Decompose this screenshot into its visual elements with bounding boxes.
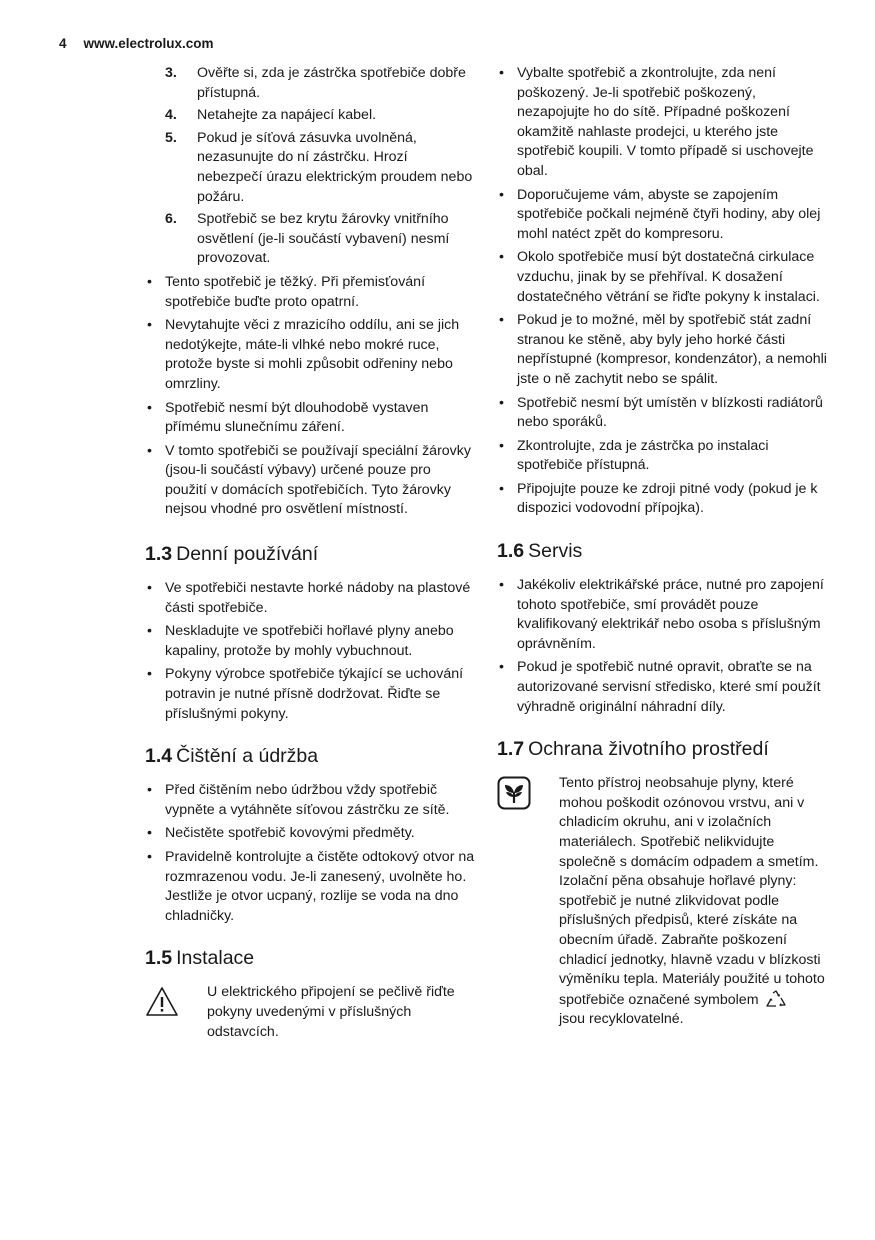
- environment-text-end: jsou recyklovatelné.: [559, 1011, 684, 1028]
- list-item: • Zkontrolujte, zda je zástrčka po instalaci spotřebiče přístupná.: [499, 437, 769, 474]
- numbered-list: [145, 64, 475, 269]
- list-item: • Pokud je to možné, měl by spotřebič stát zadní stranou ke stěně, aby byly jeho horké části nepřístupné (kompresor, kondenzátor), a nemohli jste o ně zachytit nebo se spálit.: [499, 312, 827, 387]
- list-item: • Pravidelně kontrolujte a čistěte odtokový otvor na rozmrazenou vodu. Je-li zanesený, uvolněte ho. Jestliže je otvor ucpaný, rozlije se voda na dno chladničky.: [147, 849, 475, 924]
- warning-triangle-icon: [145, 985, 179, 1019]
- item-text: Pokud je síťová zásuvka uvolněná, nezasunujte do ní zástrčku. Hrozí nebezpečí úrazu elektrickým proudem nebo požáru.: [197, 129, 473, 205]
- section-heading-1-7: 1.7 Ochrana životního prostředí: [497, 738, 769, 761]
- numbered-item: [165, 106, 475, 126]
- list-item: • Pokud je spotřebič nutné opravit, obraťte se na autorizované servisní středisko, které smí použít výhradně originální náhradní díly.: [499, 659, 821, 715]
- warning-note: [145, 983, 475, 1042]
- page-header: [59, 36, 214, 51]
- list-item: • Jakékoliv elektrikářské práce, nutné pro zapojení tohoto spotřebiče, smí provádět pouze kvalifikovaný elektrikář nebo osoba s příslušným oprávněním.: [499, 577, 824, 652]
- item-number: 6.: [165, 211, 177, 228]
- numbered-item: [165, 64, 475, 103]
- section-heading-1-3: 1.3 Denní používání: [145, 543, 319, 566]
- environment-plant-icon: [497, 776, 531, 810]
- numbered-item: [165, 129, 475, 207]
- item-text: Ověřte si, zda je zástrčka spotřebiče dobře přístupná.: [197, 65, 466, 101]
- list-item: • Nevytahujte věci z mrazicího oddílu, ani se jich nedotýkejte, máte-li vlhké nebo mokré ruce, protože byste si mohli způsobit odřeniny nebo omrzliny.: [147, 317, 460, 392]
- bullet-list: [145, 781, 475, 926]
- bullet-list: [145, 579, 475, 724]
- item-number: 5.: [165, 129, 177, 146]
- list-item: • Spotřebič nesmí být dlouhodobě vystaven přímému slunečnímu záření.: [147, 399, 429, 436]
- list-item: • Pokyny výrobce spotřebiče týkající se uchování potravin je nutné přísně dodržovat. Řiďte se příslušnými pokyny.: [147, 666, 464, 722]
- list-item: • Tento spotřebič je těžký. Při přemisťování spotřebiče buďte proto opatrní.: [147, 273, 426, 310]
- list-item: • Doporučujeme vám, abyste se zapojením spotřebiče počkali nejméně čtyři hodiny, aby olej mohl natéct zpět do kompresoru.: [499, 186, 821, 242]
- list-item: • Spotřebič nesmí být umístěn v blízkosti radiátorů nebo sporáků.: [499, 394, 823, 431]
- section-heading-1-5: 1.5 Instalace: [145, 947, 255, 970]
- list-item: • Ve spotřebiči nestavte horké nádoby na plastové části spotřebiče.: [147, 580, 471, 616]
- section-heading-1-6: 1.6 Servis: [497, 540, 583, 563]
- bullet-list: [145, 273, 475, 520]
- list-item: • V tomto spotřebiči se používají speciální žárovky (jsou-li součástí výbavy) určené pouze pro použití v domácích spotřebičích. Tyto žárovky nejsou vhodné pro osvětlení místností.: [147, 442, 471, 518]
- environment-note: [497, 774, 827, 1030]
- list-item: • Nečistěte spotřebič kovovými předměty.: [147, 825, 415, 842]
- site-url: www.electrolux.com: [83, 36, 214, 51]
- recycle-icon: [765, 990, 787, 1008]
- numbered-item: [165, 210, 475, 269]
- right-column: [497, 64, 827, 1030]
- page-number: 4: [59, 36, 67, 51]
- section-heading-1-4: 1.4 Čištění a údržba: [145, 745, 319, 768]
- left-column: [145, 64, 475, 1042]
- list-item: • Vybalte spotřebič a zkontrolujte, zda není poškozený. Je-li spotřebič poškozený, nezapojujte ho do sítě. Případné poškození okamžitě nahlaste prodejci, u kterého jste spotřebič koupili. V tomto případě si uschovejte obal.: [499, 65, 814, 179]
- item-number: 4.: [165, 107, 177, 124]
- list-item: • Připojujte pouze ke zdroji pitné vody (pokud je k dispozici vodovodní přípojka).: [499, 480, 818, 517]
- list-item: • Před čištěním nebo údržbou vždy spotřebič vypněte a vytáhněte síťovou zástrčku ze sítě.: [147, 782, 450, 818]
- item-text: Netahejte za napájecí kabel.: [197, 107, 377, 124]
- bullet-list: [497, 576, 827, 717]
- warning-text: U elektrického připojení se pečlivě řiďte pokyny uvedenými v příslušných odstavcích.: [207, 984, 455, 1040]
- list-item: • Neskladujte ve spotřebiči hořlavé plyny anebo kapaliny, protože by mohly vybuchnout.: [147, 623, 454, 659]
- environment-text: Tento přístroj neobsahuje plyny, které mohou poškodit ozónovou vrstvu, ani v chladicím okruhu, ani v izolačních materiálech. Spotřebič nelikvidujte společně s domácím odpadem a smetím. Izolační pěna obsahuje hořlavé plyny: spotřebič je nutné zlikvidovat podle příslušných předpisů, které získáte na obecním úřadě. Zabraňte poškození chladicí jednotky, hlavně vzadu v blízkosti výměníku tepla. Materiály použité u tohoto spotřebiče označené symbolem: [559, 775, 825, 1008]
- list-item: • Okolo spotřebiče musí být dostatečná cirkulace vzduchu, jinak by se přehříval. K dosažení dostatečného větrání se řiďte pokyny k instalaci.: [499, 249, 820, 305]
- bullet-list: [497, 64, 827, 519]
- item-number: 3.: [165, 65, 177, 81]
- item-text: Spotřebič se bez krytu žárovky vnitřního osvětlení (je-li součástí vybavení) nesmí provozovat.: [197, 211, 450, 267]
